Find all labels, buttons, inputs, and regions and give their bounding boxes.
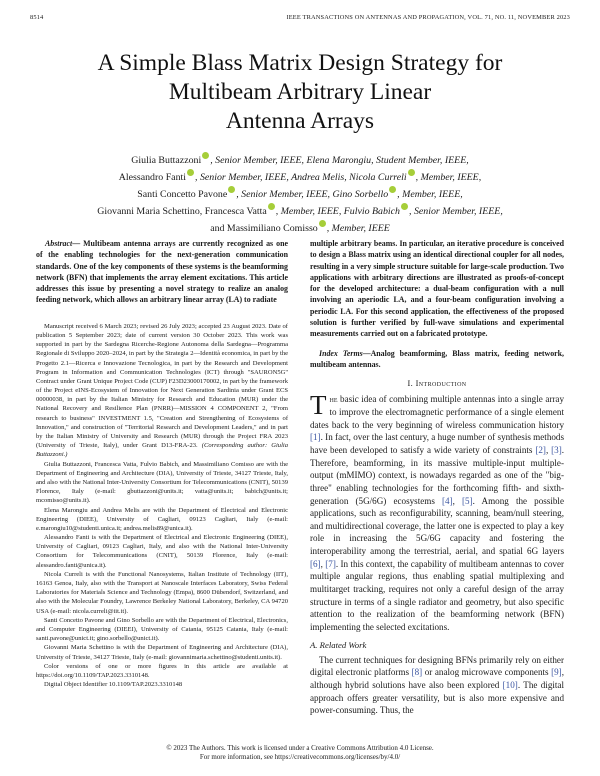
author-affil: , Member, IEEE bbox=[326, 223, 390, 234]
citation-link[interactable]: [10] bbox=[502, 680, 518, 691]
corresponding-author: (Corresponding author: Giulia Buttazzoni.) bbox=[36, 442, 288, 459]
footnote-color-versions: Color versions of one or more figures in this article are available at https://doi.org/10.1109/TAP.2023.3310148. bbox=[36, 662, 288, 679]
author-affil: , Member, IEEE, Fulvio Babich bbox=[275, 206, 400, 217]
orcid-icon[interactable] bbox=[228, 186, 235, 193]
intro-paragraph-1 bbox=[310, 390, 565, 633]
author-name: Giulia Buttazzoni bbox=[131, 155, 202, 166]
body-text: , although hybrid solutions have also been explored bbox=[310, 667, 564, 691]
footnote-affiliation: Santi Concetto Pavone and Gino Sorbello are with the Department of Electrical, Electronics, and Computer Engineering (DIEEI), University of Catania, 95125 Catania, Italy (e-mail: santi.pavone@unict.it; gino.sorbello@unict.it). bbox=[36, 616, 288, 643]
orcid-icon[interactable] bbox=[202, 152, 209, 159]
body-text: , bbox=[545, 444, 552, 455]
author-name: Alessandro Fanti bbox=[118, 172, 186, 183]
related-work-paragraph bbox=[310, 654, 564, 717]
footnotes bbox=[36, 322, 288, 690]
author-line-3 bbox=[52, 186, 548, 203]
body-text: . Among the possible applications, such as reconfigurability, scanning, beam/null steering, and multidirectional coverage, the latter one is expected to play a key role in increasing the 5G/6G capacity and fostering the interoperability among the terrestrial, aerial, and spatial 6G layers bbox=[310, 495, 564, 557]
body-text: . In this context, the capability of multibeam antennas to cover multiple angular regions, thus enabling spatial multiplexing and multitarget tracking, requires not only a careful design of the array structure in terms of a single radiator and geometry, but also specific attention to the realization of the beamforming network (BFN) implementing the selected excitations. bbox=[310, 558, 565, 633]
left-column bbox=[36, 238, 288, 689]
citation-link[interactable]: [3] bbox=[551, 444, 562, 455]
author-affil: , Senior Member, IEEE, Elena Marongiu, Student Member, IEEE, bbox=[210, 155, 469, 166]
orcid-icon[interactable] bbox=[187, 169, 194, 176]
index-terms bbox=[310, 348, 564, 371]
right-column bbox=[310, 238, 564, 717]
page-number: 8514 bbox=[30, 14, 44, 21]
author-affil: , Senior Member, IEEE, bbox=[409, 206, 503, 217]
author-affil: , Member, IEEE, bbox=[415, 172, 482, 183]
running-header bbox=[30, 14, 570, 26]
author-line-2 bbox=[52, 169, 548, 186]
author-affil: , Senior Member, IEEE, Andrea Melis, Nicola Curreli bbox=[195, 172, 407, 183]
author-affil: , Senior Member, IEEE, Gino Sorbello bbox=[236, 189, 389, 200]
orcid-icon[interactable] bbox=[401, 203, 408, 210]
title-line-3: Antenna Arrays bbox=[225, 108, 375, 134]
subsection-heading-related-work: A. Related Work bbox=[310, 639, 367, 650]
footnote-doi: Digital Object Identifier 10.1109/TAP.2023.3310148 bbox=[44, 681, 183, 689]
section-heading-introduction: I. Introduction bbox=[407, 379, 467, 389]
citation-link[interactable]: [5] bbox=[462, 495, 473, 506]
author-line-4 bbox=[52, 203, 548, 220]
citation-link[interactable]: [1] bbox=[310, 432, 321, 443]
citation-link[interactable]: [2] bbox=[535, 444, 546, 455]
body-text: , bbox=[320, 558, 326, 569]
title-line-2: Multibeam Arbitrary Linear bbox=[168, 79, 432, 105]
body-text: basic idea of combining multiple antennas into a single array to improve the electromagnetic performance of a single element dates back to the very beginning of wireless communication history bbox=[310, 394, 564, 430]
citation-link[interactable]: [8] bbox=[411, 667, 423, 678]
body-text: , bbox=[452, 495, 463, 506]
citation-link[interactable]: [9] bbox=[551, 667, 562, 678]
body-text: . Therefore, beamforming, in its massive multiple-input multiple-output (mMIMO) context, is nowadays regarded as one of the "big-three" enabling technologies for the forthcoming fifth- and sixth-generation (5G/6G) ecosystems bbox=[310, 444, 565, 506]
license-notice bbox=[40, 744, 560, 762]
citation-link[interactable]: [4] bbox=[442, 495, 453, 506]
license-line-1: © 2023 The Authors. This work is licensed under a Creative Commons Attribution 4.0 License. bbox=[166, 744, 434, 752]
footnote-affiliation: Nicola Curreli is with the Functional Nanosystems, Italian Institute of Technology (IIT), 16163 Genoa, Italy, also with the Transport at Nanoscale Interfaces Laboratory, Swiss Federal Laboratories for Materials Science and Technology (Empa), 8600 Dübendorf, Switzerland, and also with the Molecular Foundry, Lawrence Berkeley National Laboratory, Berkeley, CA 94720 USA (e-mail: nicola.curreli@iit.it). bbox=[36, 570, 288, 615]
author-line-1 bbox=[52, 152, 548, 169]
drop-cap: T bbox=[310, 390, 327, 421]
author-line-5 bbox=[52, 220, 548, 237]
orcid-icon[interactable] bbox=[389, 186, 396, 193]
footnote-manuscript bbox=[36, 322, 288, 460]
orcid-icon[interactable] bbox=[268, 203, 275, 210]
paper-title bbox=[40, 49, 560, 136]
author-list bbox=[52, 152, 548, 237]
citation-link[interactable]: [6] bbox=[310, 558, 321, 569]
index-terms-label: Index Terms bbox=[319, 348, 363, 358]
first-word: he bbox=[329, 394, 338, 405]
title-line-1: A Simple Blass Matrix Design Strategy for bbox=[97, 50, 503, 76]
body-text: The current techniques for designing BFNs primarily rely on either digital electronic platforms bbox=[310, 654, 564, 678]
abstract-continued: multiple arbitrary beams. In particular, an iterative procedure is conceived to design a Blass matrix using an identical directional coupler for all nodes, resulting in a very simple structure suitable for large-scale production. Two applications with arbitrary directions are illustrated as proofs-of-concept for the developed architecture: a dual-beam configuration with a null involving an aperiodic LA, and a four-beam configuration involving a periodic LA. For this second application, the effectiveness of the proposed solution is further verified by full-wave simulations and experimental measurements carried out on a fabricated prototype. bbox=[310, 239, 564, 339]
author-name: Giovanni Maria Schettino, Francesca Vatta bbox=[97, 206, 267, 217]
orcid-icon[interactable] bbox=[408, 169, 415, 176]
citation-link[interactable]: [7] bbox=[325, 558, 336, 569]
body-text: or analog microwave components bbox=[422, 667, 552, 678]
body-text: . The digital approach offers greater versatility, but is also more expensive and power-consuming. Thus, the bbox=[310, 680, 564, 716]
footnote-affiliation: Giulia Buttazzoni, Francesca Vatta, Fulvio Babich, and Massimiliano Comisso are with the Department of Engineering and Architecture (DIA), University of Trieste, 34127 Trieste, Italy, and also with the National Inter-University Consortium for Telecommunications (CNIT), 50139 Florence, Italy (e-mail: gbuttazzoni@units.it; vatta@units.it; babich@units.it; mcomisso@units.it). bbox=[36, 460, 288, 505]
footnote-affiliation: Alessandro Fanti is with the Department of Electrical and Electronic Engineering (DIEE), University of Cagliari, 09123 Cagliari, Italy, and also with the National Inter-University Consortium for Telecommunications (CNIT), 50139 Florence, Italy (e-mail: alessandro.fanti@unica.it). bbox=[36, 534, 288, 569]
body-text: . In fact, over the last century, a huge number of synthesis methods have been developed to satisfy a wide variety of constraints bbox=[310, 432, 564, 455]
author-name: Santi Concetto Pavone bbox=[137, 189, 228, 200]
abstract bbox=[36, 238, 288, 306]
footnote-affiliation: Giovanni Maria Schettino is with the Department of Engineering and Architecture (DIA), University of Trieste, 34127 Trieste, Italy (e-mail: giovannimaria.schettino@studenti.units.it). bbox=[36, 644, 288, 661]
journal-citation: IEEE TRANSACTIONS ON ANTENNAS AND PROPAGATION, VOL. 71, NO. 11, NOVEMBER 2023 bbox=[286, 14, 570, 21]
abstract-text: — Multibeam antenna arrays are currently recognized as one of the enabling technologies for the next-generation communication standards. One of the key components of these systems is the beamforming network (BFN) that implements the array element excitations. This article addresses this issue by presenting a novel strategy to realize an analog feeding network, which allows an arbitrary linear array (LA) to radiate bbox=[36, 239, 288, 305]
orcid-icon[interactable] bbox=[319, 220, 326, 227]
author-affil: , Member, IEEE, bbox=[397, 189, 463, 200]
footnote-affiliation: Elena Marongiu and Andrea Melis are with the Department of Electrical and Electronic Engineering (DIEE), University of Cagliari, 09123 Cagliari, Italy (e-mail: e.marongiu10@studenti.unica.it; andrea.melis89@unica.it). bbox=[36, 506, 288, 532]
footnote-text: Manuscript received 6 March 2023; revised 26 July 2023; accepted 23 August 2023. Date of publication 5 September 2023; date of current version 30 October 2023. This work was supported in part by the Sardegna Ricerche-Regione Autonoma della Sardegna—Programma Regionale di Sviluppo 2020–2024, in part by the Strategia 2—Identità economica, in part by the Progetto 2.1—Ricerca e Innovazione Tecnologica, in part by the Research and Development Program in Information and Communication Technologies (ICT) through "SAURON5G" Contract under Grant Unique Project Code (CUP) F23D23000170002, in part by the framework of the Project eINS-Ecosystem of Innovation for Next Generation Sardinia under Grant ECS 00000038, in part by the Italian Ministry for Research and Education (MUR) under the National Recovery and Resilience Plan (PNRR)—MISSION 4 COMPONENT 2, "From research to business" INVESTMENT 1.5, "Creation and Strengthening of Ecosystems of Innovation," and construction of "Territorial Research and Development Leaders," and in part by the Italian Ministry of University and Research (MUR) through the Project FRA 2023 (University of Trieste, Italy), under Grant D13-FRA-23. bbox=[36, 322, 289, 450]
author-name: and Massimiliano Comisso bbox=[210, 223, 318, 234]
license-line-2[interactable]: For more information, see https://creativecommons.org/licenses/by/4.0/ bbox=[199, 753, 401, 761]
index-terms-text: —Analog beamforming, Blass matrix, feeding network, multibeam antennas. bbox=[310, 348, 564, 369]
abstract-label: Abstract bbox=[45, 239, 73, 248]
